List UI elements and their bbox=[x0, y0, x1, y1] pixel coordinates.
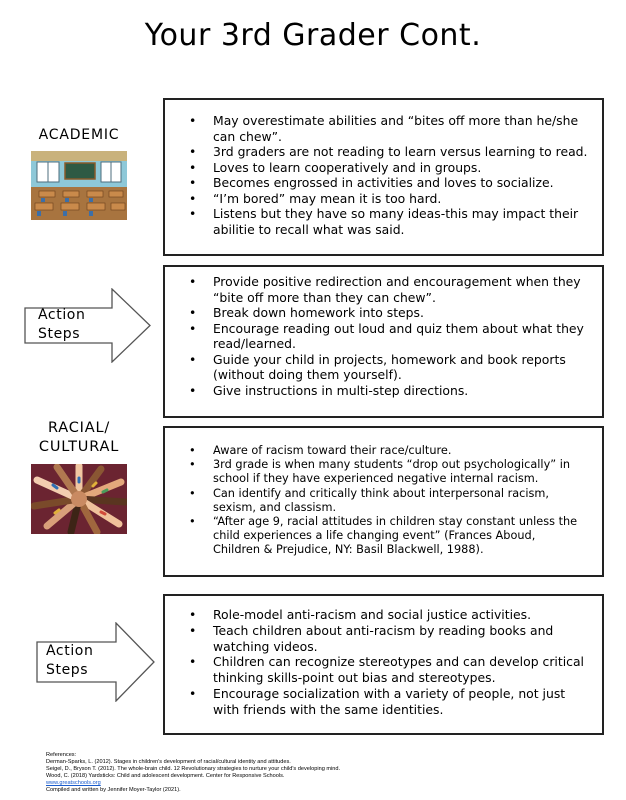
action-label-line: Action bbox=[38, 307, 86, 323]
academic-actions-box bbox=[163, 265, 604, 418]
list-item: • 3rd graders are not reading to learn versus learning to read. bbox=[175, 144, 588, 160]
racial-label-line: RACIAL/ bbox=[47, 420, 111, 436]
classroom-illustration bbox=[31, 151, 127, 220]
list-item: • 3rd grade is when many students “drop out psychologically” in school if they have experienced negative internal racism. bbox=[175, 458, 584, 486]
list-item: • Break down homework into steps. bbox=[175, 305, 588, 321]
references bbox=[46, 752, 606, 794]
action-label-line: Steps bbox=[46, 662, 89, 678]
list-item: • Provide positive redirection and encouragement when they “bite off more than they can chew”. bbox=[175, 274, 588, 305]
list-item: • “I’m bored” may mean it is too hard. bbox=[175, 191, 588, 207]
racial-action-steps-label bbox=[46, 642, 93, 680]
list-item: • Encourage socialization with a variety of people, not just with friends with the same identities. bbox=[175, 686, 588, 718]
references-heading: References: bbox=[46, 752, 77, 758]
reference-line: Derman-Sparks, L. (2012). Stages in children's development of racial/cultural identity and attitudes. bbox=[46, 759, 291, 765]
list-item: • Guide your child in projects, homework and book reports (without doing them yourself). bbox=[175, 352, 588, 383]
list-item: • Encourage reading out loud and quiz them about what they read/learned. bbox=[175, 321, 588, 352]
racial-label-line: CULTURAL bbox=[38, 439, 120, 455]
academic-actions-list bbox=[175, 274, 588, 398]
list-item: • Give instructions in multi-step directions. bbox=[175, 383, 588, 399]
reference-line: Wood, C. (2018) Yardsticks: Child and adolescent development. Center for Responsive Schools. bbox=[46, 773, 285, 779]
academic-list bbox=[175, 113, 588, 237]
page-title: Your 3rd Grader Cont. bbox=[144, 18, 482, 53]
action-label-line: Steps bbox=[38, 326, 81, 342]
academic-box bbox=[163, 98, 604, 256]
author-credit: Compiled and written by Jennifer Moyer-Taylor (2021). bbox=[46, 787, 181, 793]
list-item: • Listens but they have so many ideas-this may impact their abilitie to recall what was said. bbox=[175, 206, 588, 237]
reference-line: Seigel, D., Bryson T. (2012). The whole-brain child. 12 Revolutionary strategies to nurture your child's developing mind. bbox=[46, 766, 341, 772]
diverse-hands-illustration bbox=[31, 464, 127, 534]
list-item: • “After age 9, racial attitudes in children stay constant unless the child experiences a life changing event” (Frances Aboud, Children & Prejudice, NY: Basil Blackwell, 1988). bbox=[175, 515, 584, 558]
list-item: • Loves to learn cooperatively and in groups. bbox=[175, 160, 588, 176]
greatschools-link[interactable]: www.greatschools.org bbox=[46, 780, 101, 786]
list-item: • Children can recognize stereotypes and can develop critical thinking skills-point out bias and stereotypes. bbox=[175, 654, 588, 686]
list-item: • Role-model anti-racism and social justice activities. bbox=[175, 607, 588, 623]
racial-cultural-box bbox=[163, 426, 604, 577]
academic-label: ACADEMIC bbox=[38, 127, 120, 143]
list-item: • Teach children about anti-racism by reading books and watching videos. bbox=[175, 623, 588, 655]
list-item: • Can identify and critically think about interpersonal racism, sexism, and classism. bbox=[175, 487, 584, 515]
list-item: • Aware of racism toward their race/culture. bbox=[175, 444, 584, 458]
academic-action-steps-label bbox=[38, 306, 85, 344]
racial-actions-list bbox=[175, 607, 588, 718]
action-label-line: Action bbox=[46, 643, 94, 659]
list-item: • Becomes engrossed in activities and loves to socialize. bbox=[175, 175, 588, 191]
list-item: • May overestimate abilities and “bites off more than he/she can chew”. bbox=[175, 113, 588, 144]
racial-cultural-list bbox=[175, 444, 584, 558]
racial-cultural-label bbox=[24, 419, 134, 457]
racial-actions-box bbox=[163, 594, 604, 735]
